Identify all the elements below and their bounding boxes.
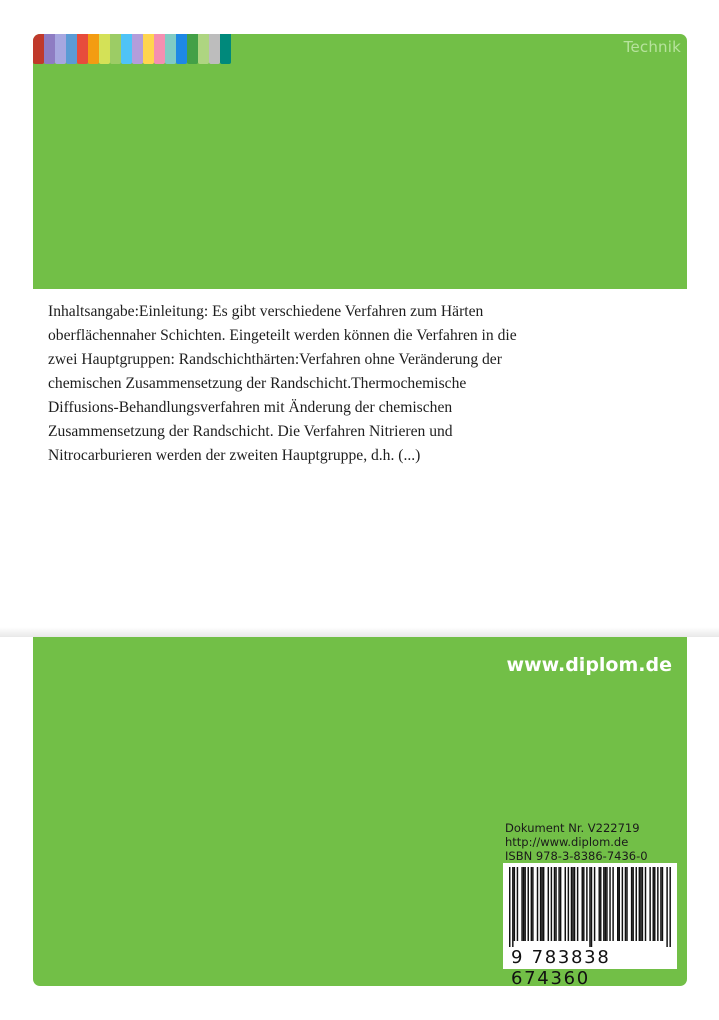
barcode-bar xyxy=(645,867,646,941)
barcode-bar xyxy=(532,867,533,941)
color-stripe xyxy=(132,34,143,64)
barcode-bar xyxy=(640,867,641,941)
document-info xyxy=(505,821,648,863)
barcode-bar xyxy=(571,867,572,941)
barcode-bar xyxy=(548,867,549,941)
description-line: Zusammensetzung der Randschicht. Die Verfahren Nitrieren und xyxy=(48,423,453,440)
barcode-bar xyxy=(649,867,650,941)
description-line: Inhaltsangabe:Einleitung: Es gibt verschiedene Verfahren zum Härten xyxy=(48,303,484,320)
barcode-bar xyxy=(609,867,610,941)
document-number: Dokument Nr. V222719 xyxy=(505,821,640,835)
barcode-bar xyxy=(639,867,640,941)
barcode-bar xyxy=(543,867,544,941)
barcode-bar xyxy=(523,867,524,941)
barcode-bar xyxy=(660,867,661,941)
barcode-bar xyxy=(509,867,510,947)
barcode-bar xyxy=(531,867,532,941)
barcode-bar xyxy=(528,867,529,941)
barcode-digits: 9 783838 674360 xyxy=(511,947,611,989)
barcode-bar xyxy=(540,867,541,941)
color-stripe xyxy=(99,34,110,64)
description-text xyxy=(48,300,588,468)
category-label: Technik xyxy=(623,38,681,56)
barcode-bar xyxy=(626,867,627,941)
barcode-bar xyxy=(514,867,515,941)
color-stripe xyxy=(187,34,198,64)
barcode-bar xyxy=(632,867,633,941)
barcode xyxy=(503,863,677,989)
barcode-bar xyxy=(589,867,590,947)
barcode-bar xyxy=(541,867,542,941)
barcode-bar xyxy=(537,867,538,941)
barcode-bar xyxy=(568,867,569,941)
description-line: Nitrocarburieren werden der zweiten Hauptgruppe, d.h. (...) xyxy=(48,447,421,464)
barcode-bar xyxy=(586,867,587,941)
cover-top-panel xyxy=(33,34,687,289)
barcode-bar xyxy=(622,867,623,941)
description-line: Diffusions-Behandlungsverfahren mit Änderung der chemischen xyxy=(48,399,453,416)
color-stripes xyxy=(33,34,231,64)
description-line: oberflächennaher Schichten. Eingeteilt werden können die Verfahren in die xyxy=(48,327,517,344)
barcode-bar xyxy=(582,867,583,941)
barcode-bar xyxy=(521,867,522,941)
barcode-bar xyxy=(565,867,566,941)
barcode-bar xyxy=(652,867,653,941)
document-url: http://www.diplom.de xyxy=(505,835,629,849)
color-stripe xyxy=(220,34,231,64)
isbn: ISBN 978-3-8386-7436-0 xyxy=(505,849,648,863)
color-stripe xyxy=(165,34,176,64)
barcode-icon xyxy=(509,867,671,947)
barcode-bar xyxy=(560,867,561,941)
color-stripe xyxy=(121,34,132,64)
color-stripe xyxy=(33,34,44,64)
cover-bottom-panel xyxy=(33,637,687,989)
barcode-bar xyxy=(669,867,670,947)
barcode-bar xyxy=(625,867,626,941)
barcode-bar xyxy=(524,867,525,941)
barcode-bar xyxy=(574,867,575,941)
barcode-bar xyxy=(594,867,595,941)
barcode-bar xyxy=(605,867,606,941)
barcode-bar xyxy=(554,867,555,941)
barcode-bar xyxy=(642,867,643,941)
barcode-bar xyxy=(577,867,578,941)
barcode-bar xyxy=(612,867,613,941)
barcode-bar xyxy=(558,867,559,941)
barcode-bar xyxy=(657,867,658,941)
barcode-bar xyxy=(598,867,599,941)
color-stripe xyxy=(66,34,77,64)
color-stripe xyxy=(77,34,88,64)
barcode-bar xyxy=(512,867,513,947)
color-stripe xyxy=(143,34,154,64)
barcode-bar xyxy=(636,867,637,941)
color-stripe xyxy=(176,34,187,64)
barcode-bar xyxy=(591,867,592,947)
barcode-bar xyxy=(662,867,663,941)
color-stripe xyxy=(88,34,99,64)
barcode-bar xyxy=(631,867,632,941)
color-stripe xyxy=(154,34,165,64)
barcode-bar xyxy=(617,867,618,941)
barcode-bar xyxy=(600,867,601,941)
divider-shadow xyxy=(0,627,719,637)
description-line: zwei Hauptgruppen: Randschichthärten:Verfahren ohne Veränderung der xyxy=(48,351,502,368)
color-stripe xyxy=(209,34,220,64)
color-stripe xyxy=(44,34,55,64)
barcode-bar xyxy=(606,867,607,941)
barcode-bar xyxy=(583,867,584,941)
barcode-bar xyxy=(517,867,518,941)
barcode-bar xyxy=(603,867,604,941)
website-url[interactable]: www.diplom.de xyxy=(506,654,672,676)
barcode-bar xyxy=(619,867,620,941)
description-line: chemischen Zusammensetzung der Randschicht.Thermochemische xyxy=(48,375,467,392)
barcode-bar xyxy=(572,867,573,941)
barcode-bar xyxy=(551,867,552,941)
color-stripe xyxy=(198,34,209,64)
barcode-bar xyxy=(654,867,655,941)
barcode-bar xyxy=(666,867,667,947)
color-stripe xyxy=(110,34,121,64)
barcode-bar xyxy=(555,867,556,941)
color-stripe xyxy=(55,34,66,64)
